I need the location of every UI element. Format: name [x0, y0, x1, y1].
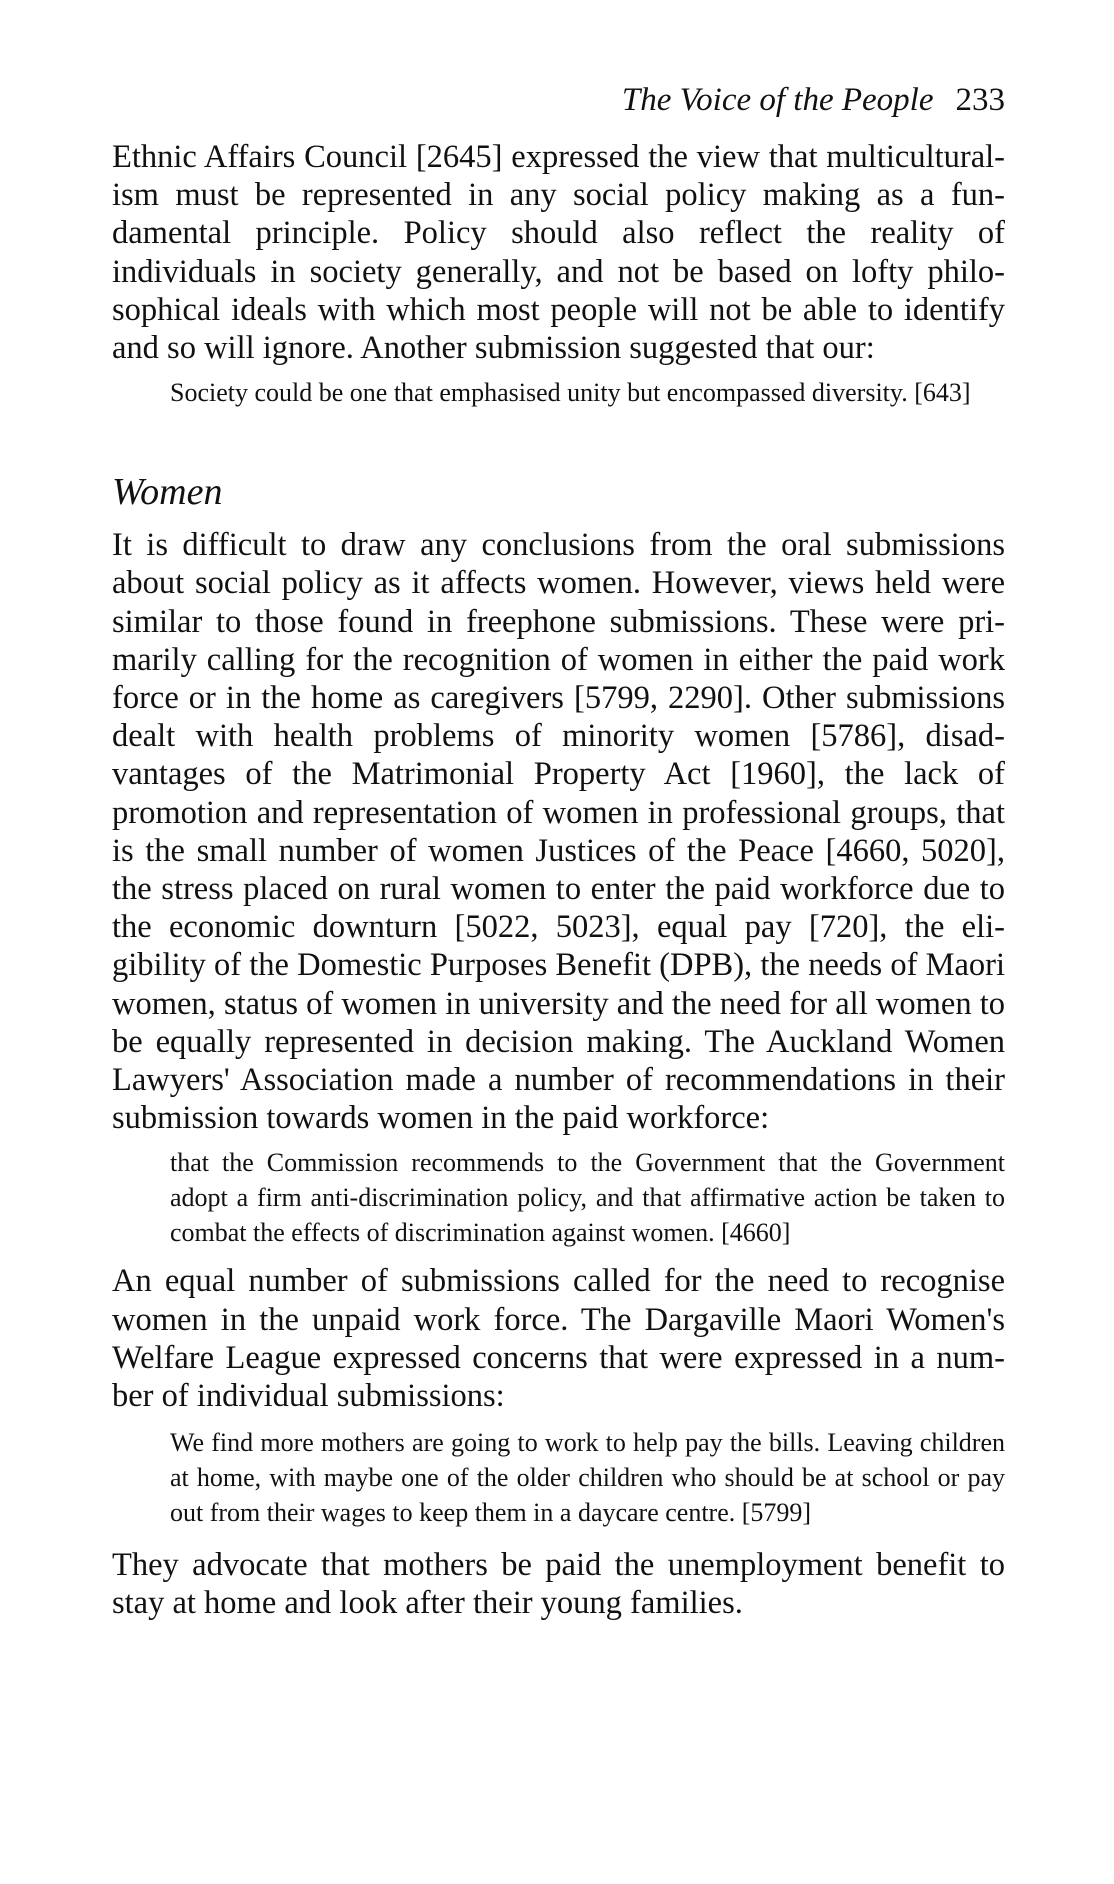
- page-number: 233: [955, 82, 1005, 118]
- running-head-title: The Voice of the People: [621, 82, 934, 118]
- paragraph-unemployment-benefit: They advocate that mothers be paid the unemployment benefit to stay at home and look after their young families.: [112, 1547, 1005, 1622]
- paragraph-ethnic-affairs: Ethnic Affairs Council [2645] expressed the view that multiculturalism must be represented in any social policy making as a fundamental principle. Policy should also reflect the reality of individuals in society generally, and not be based on lofty philosophical ideals with which most people will not be able to identify and so will ignore. Another submission suggested that our:: [112, 139, 1005, 367]
- quote-society-unity: Society could be one that emphasised unity but encompassed diversity. [643]: [170, 378, 971, 408]
- paragraph-women-submissions: It is difficult to draw any conclusions from the oral submissions about social policy as it affects women. However, views held were similar to those found in freephone submissions. These were primarily calling for the recognition of women in either the paid work force or in the home as caregivers [5799, 2290]. Other submissions dealt with health problems of minority women [5786], disadvantages of the Matrimonial Property Act [1960], the lack of promotion and representation of women in professional groups, that is the small number of women Justices of the Peace [4660, 5020], the stress placed on rural women to enter the paid workforce due to the economic downturn [5022, 5023], equal pay [720], the eligibility of the Domestic Purposes Benefit (DPB), the needs of Maori women, status of women in university and the need for all women to be equally represented in decision making. The Auckland Women Lawyers' Association made a number of recommendations in their submission towards women in the paid workforce:: [112, 527, 1005, 1137]
- section-heading-women: Women: [112, 471, 223, 514]
- book-page: [112, 80, 1005, 1623]
- quote-commission-recommendation: that the Commission recommends to the Government that the Government adopt a firm anti-discrimination policy, and that affirmative action be taken to combat the effects of discrimination against women. [4660]: [170, 1148, 1005, 1248]
- quote-mothers-working: We find more mothers are going to work to help pay the bills. Leaving children at home, with maybe one of the older children who should be at school or pay out from their wages to keep them in a daycare centre. [5799]: [170, 1428, 1005, 1528]
- running-head: [112, 80, 1005, 120]
- paragraph-unpaid-work: An equal number of submissions called for the need to recognise women in the unpaid work force. The Dargaville Maori Women's Welfare League expressed concerns that were expressed in a number of individual submissions:: [112, 1263, 1005, 1415]
